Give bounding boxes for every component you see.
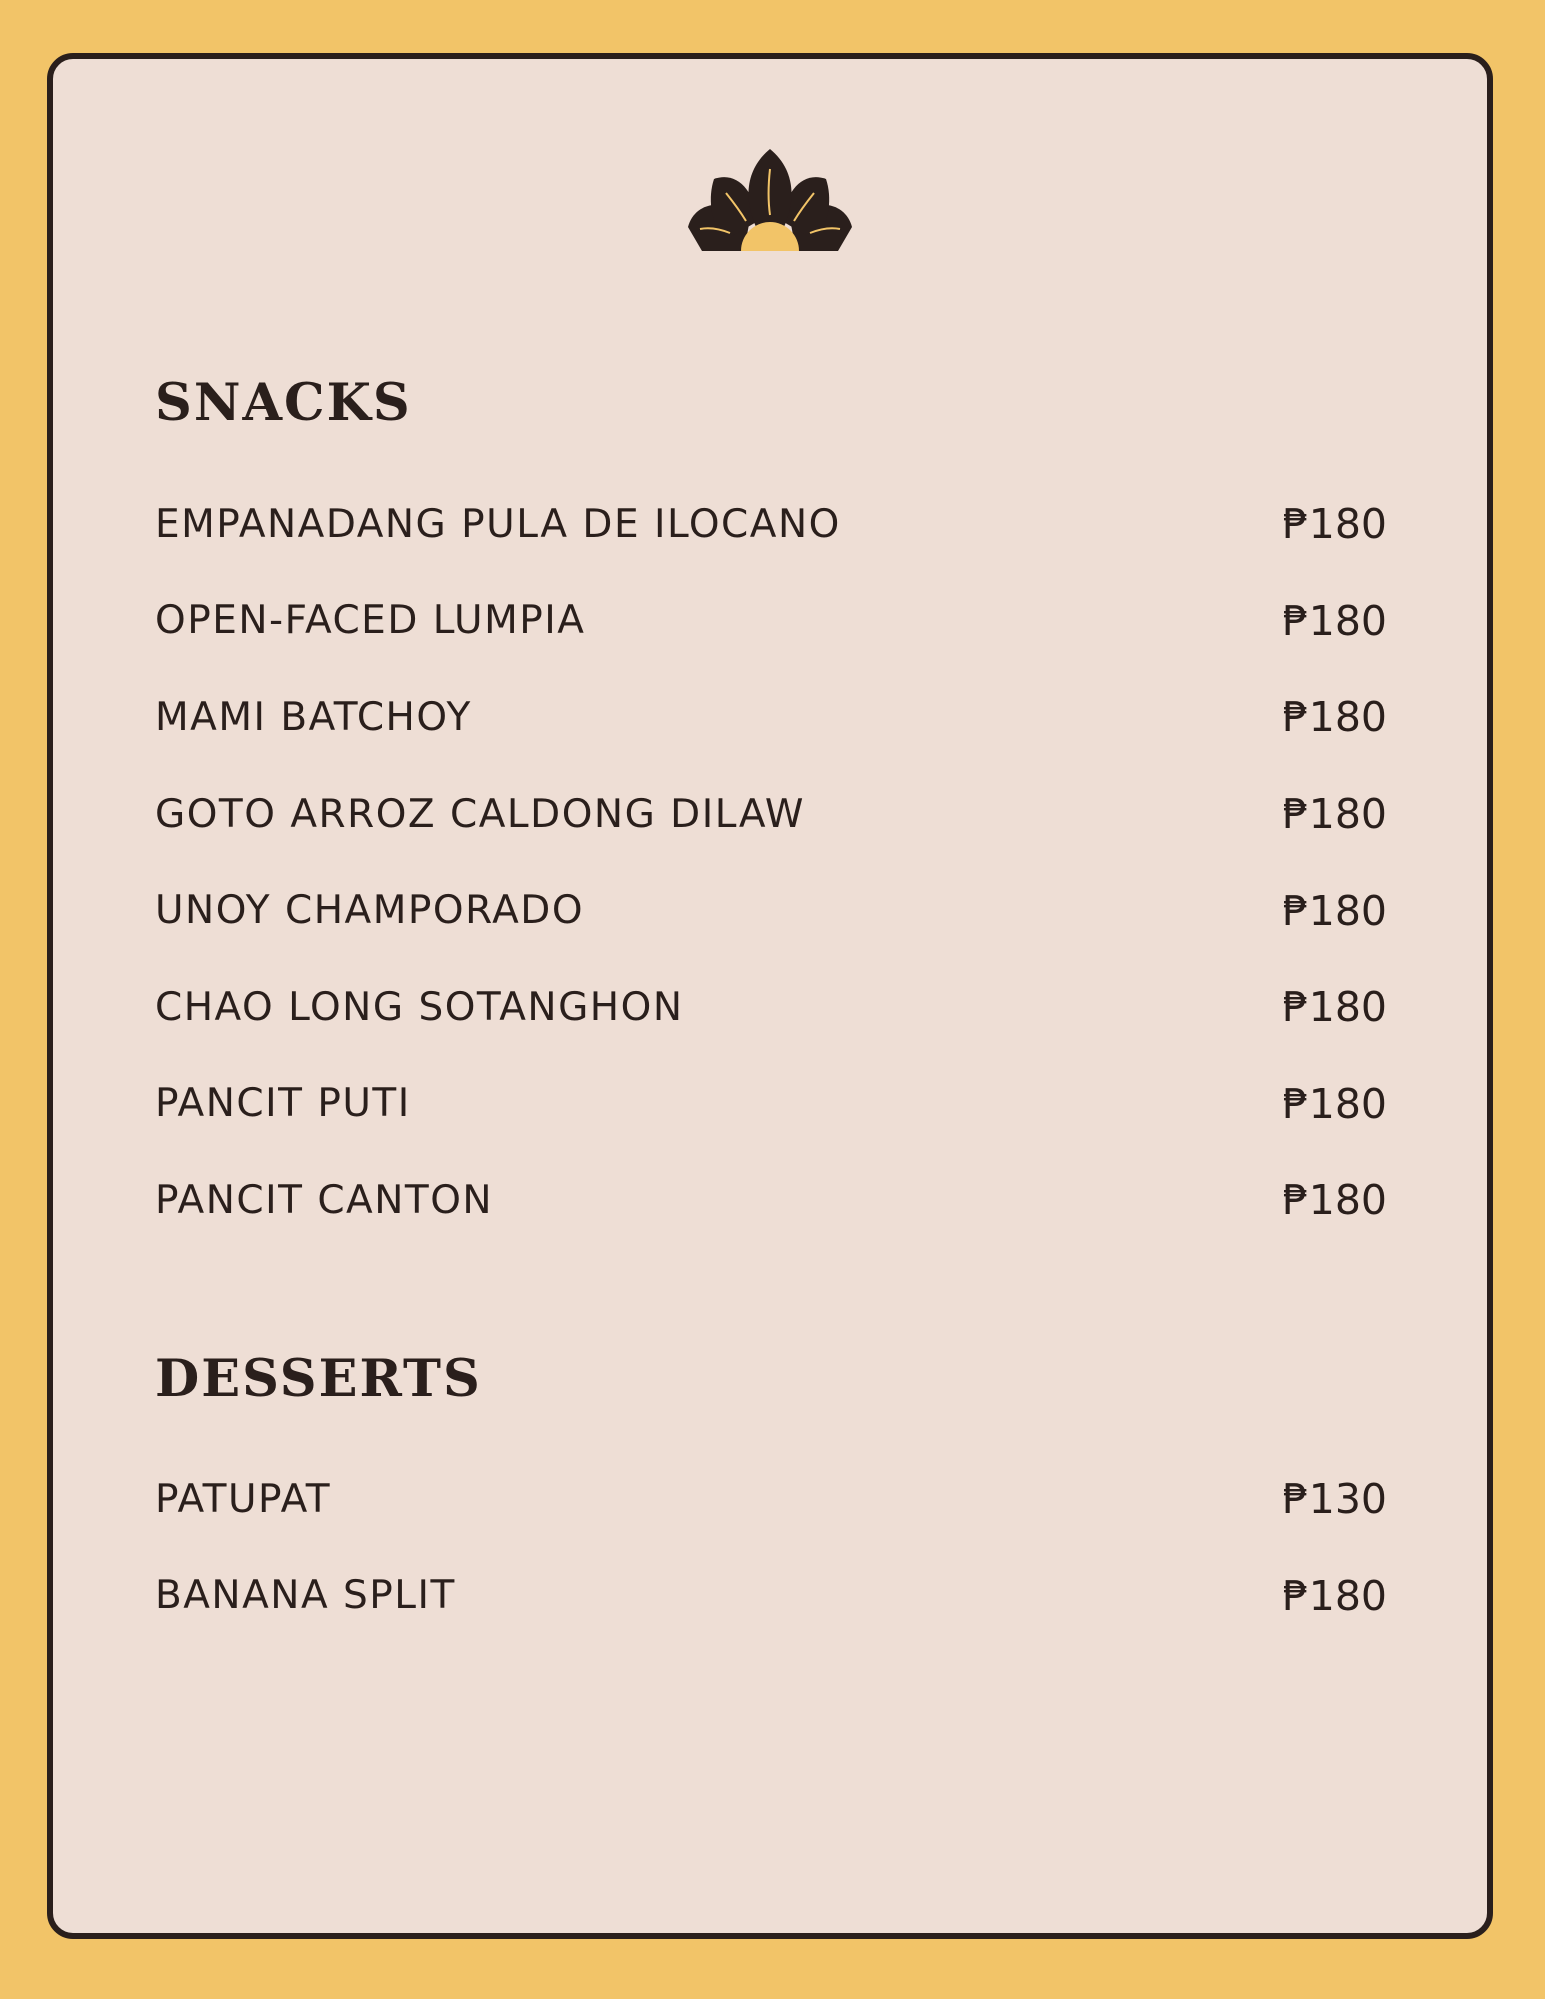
list-item	[155, 1451, 1387, 1548]
list-item	[155, 862, 1387, 959]
list-item	[155, 476, 1387, 573]
section-title-snacks: SNACKS	[155, 373, 412, 433]
item-price: ₱180	[1282, 886, 1387, 935]
item-name: PANCIT CANTON	[155, 1177, 494, 1223]
list-item	[155, 1548, 1387, 1645]
item-name: UNOY CHAMPORADO	[155, 888, 585, 934]
item-name: EMPANADANG PULA DE ILOCANO	[155, 501, 841, 547]
list-item	[155, 669, 1387, 766]
item-price: ₱180	[1282, 983, 1387, 1032]
list-item	[155, 1056, 1387, 1153]
item-price: ₱180	[1282, 500, 1387, 549]
item-price: ₱180	[1282, 596, 1387, 645]
list-item	[155, 959, 1387, 1056]
lotus-sun-icon	[684, 149, 856, 251]
snacks-list	[155, 476, 1387, 1249]
section-title-desserts: DESSERTS	[155, 1349, 482, 1409]
item-price: ₱130	[1282, 1475, 1387, 1524]
item-name: BANANA SPLIT	[155, 1573, 456, 1619]
item-name: OPEN-FACED LUMPIA	[155, 598, 586, 644]
list-item	[155, 1152, 1387, 1249]
item-price: ₱180	[1282, 1079, 1387, 1128]
desserts-list	[155, 1451, 1387, 1644]
item-name: PATUPAT	[155, 1476, 332, 1522]
item-price: ₱180	[1282, 790, 1387, 839]
item-price: ₱180	[1282, 693, 1387, 742]
item-name: GOTO ARROZ CALDONG DILAW	[155, 791, 805, 837]
list-item	[155, 766, 1387, 863]
item-name: CHAO LONG SOTANGHON	[155, 984, 684, 1030]
item-name: MAMI BATCHOY	[155, 694, 472, 740]
item-price: ₱180	[1282, 1571, 1387, 1620]
item-name: PANCIT PUTI	[155, 1081, 411, 1127]
list-item	[155, 573, 1387, 670]
item-price: ₱180	[1282, 1176, 1387, 1225]
